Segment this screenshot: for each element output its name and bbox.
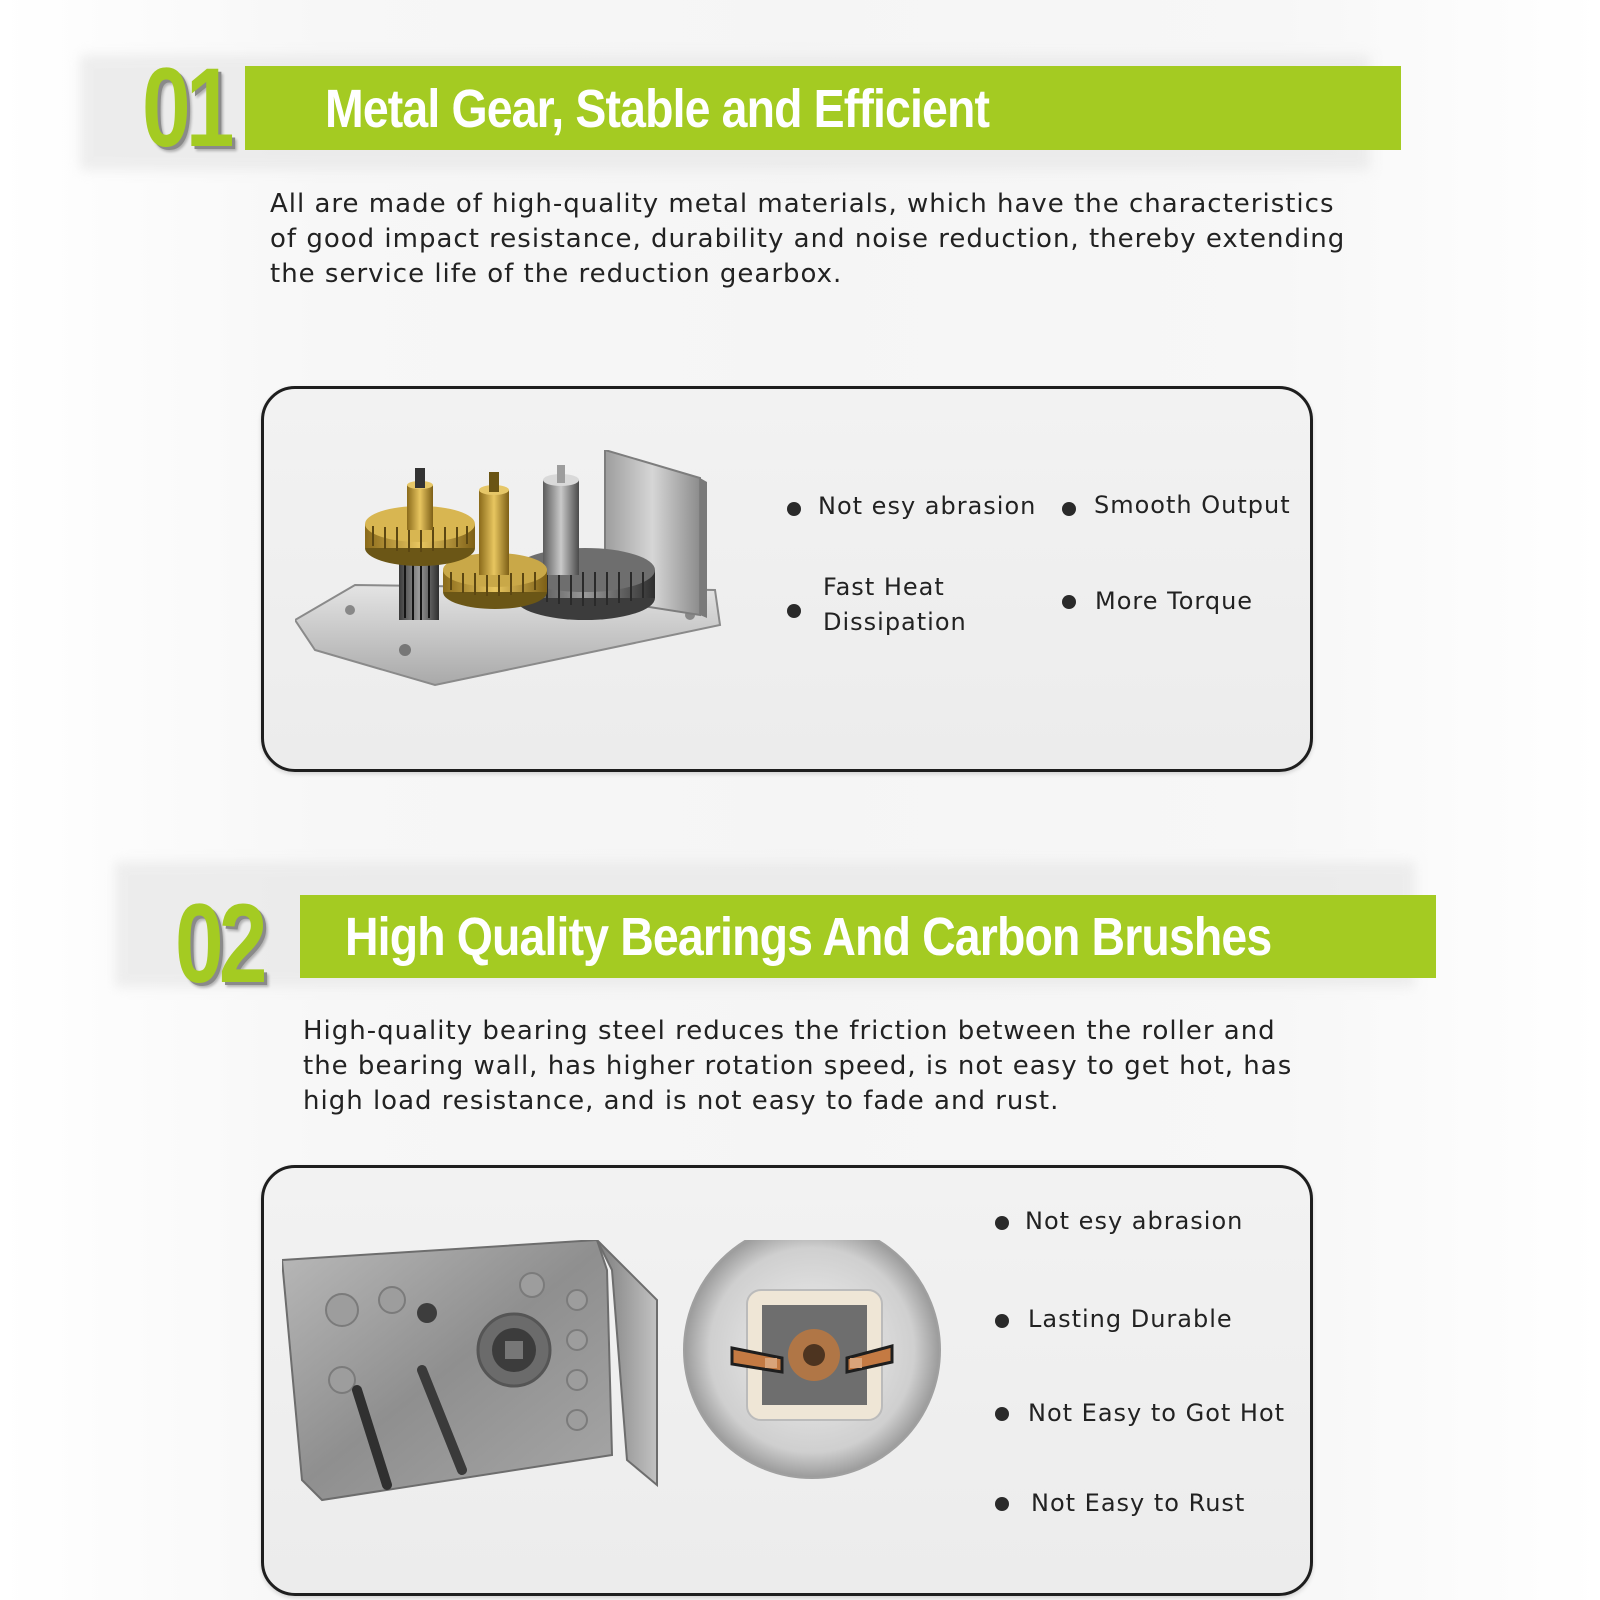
gearbox-housing-and-carbon-brush-photo bbox=[282, 1240, 942, 1515]
bullet-dot bbox=[1062, 595, 1076, 609]
section-title: Metal Gear, Stable and Efficient bbox=[325, 79, 990, 139]
feature-item: Not esy abrasion bbox=[818, 492, 1037, 520]
bullet-dot bbox=[787, 502, 801, 516]
feature-item: Not Easy to Got Hot bbox=[1028, 1399, 1286, 1427]
bullet-dot bbox=[995, 1497, 1009, 1511]
section-description bbox=[303, 1014, 1403, 1119]
description-line: All are made of high-quality metal materials, which have the characteristics bbox=[270, 189, 1335, 219]
feature-item: More Torque bbox=[1095, 587, 1254, 615]
description-line: the service life of the reduction gearbox. bbox=[270, 259, 843, 289]
feature-item: Not Easy to Rust bbox=[1031, 1489, 1246, 1517]
feature-line: Dissipation bbox=[823, 608, 967, 636]
section-title: High Quality Bearings And Carbon Brushes bbox=[345, 907, 1272, 967]
description-line: of good impact resistance, durability and noise reduction, thereby extending bbox=[270, 224, 1346, 254]
description-line: high load resistance, and is not easy to fade and rust. bbox=[303, 1086, 1060, 1116]
bullet-dot bbox=[787, 604, 801, 618]
section-number: 02 bbox=[175, 881, 263, 1006]
feature-item: Smooth Output bbox=[1094, 491, 1291, 519]
description-line: High-quality bearing steel reduces the friction between the roller and bbox=[303, 1016, 1276, 1046]
bullet-dot bbox=[995, 1216, 1009, 1230]
feature-line: Fast Heat bbox=[823, 573, 945, 601]
bullet-dot bbox=[1062, 502, 1076, 516]
description-line: the bearing wall, has higher rotation speed, is not easy to get hot, has bbox=[303, 1051, 1293, 1081]
bullet-dot bbox=[995, 1407, 1009, 1421]
gearbox-gears-photo bbox=[295, 450, 735, 700]
feature-item bbox=[823, 570, 967, 640]
section-number: 01 bbox=[142, 45, 230, 170]
feature-item: Lasting Durable bbox=[1028, 1305, 1233, 1333]
feature-item: Not esy abrasion bbox=[1025, 1207, 1244, 1235]
section-description bbox=[270, 187, 1390, 292]
bullet-dot bbox=[995, 1314, 1009, 1328]
